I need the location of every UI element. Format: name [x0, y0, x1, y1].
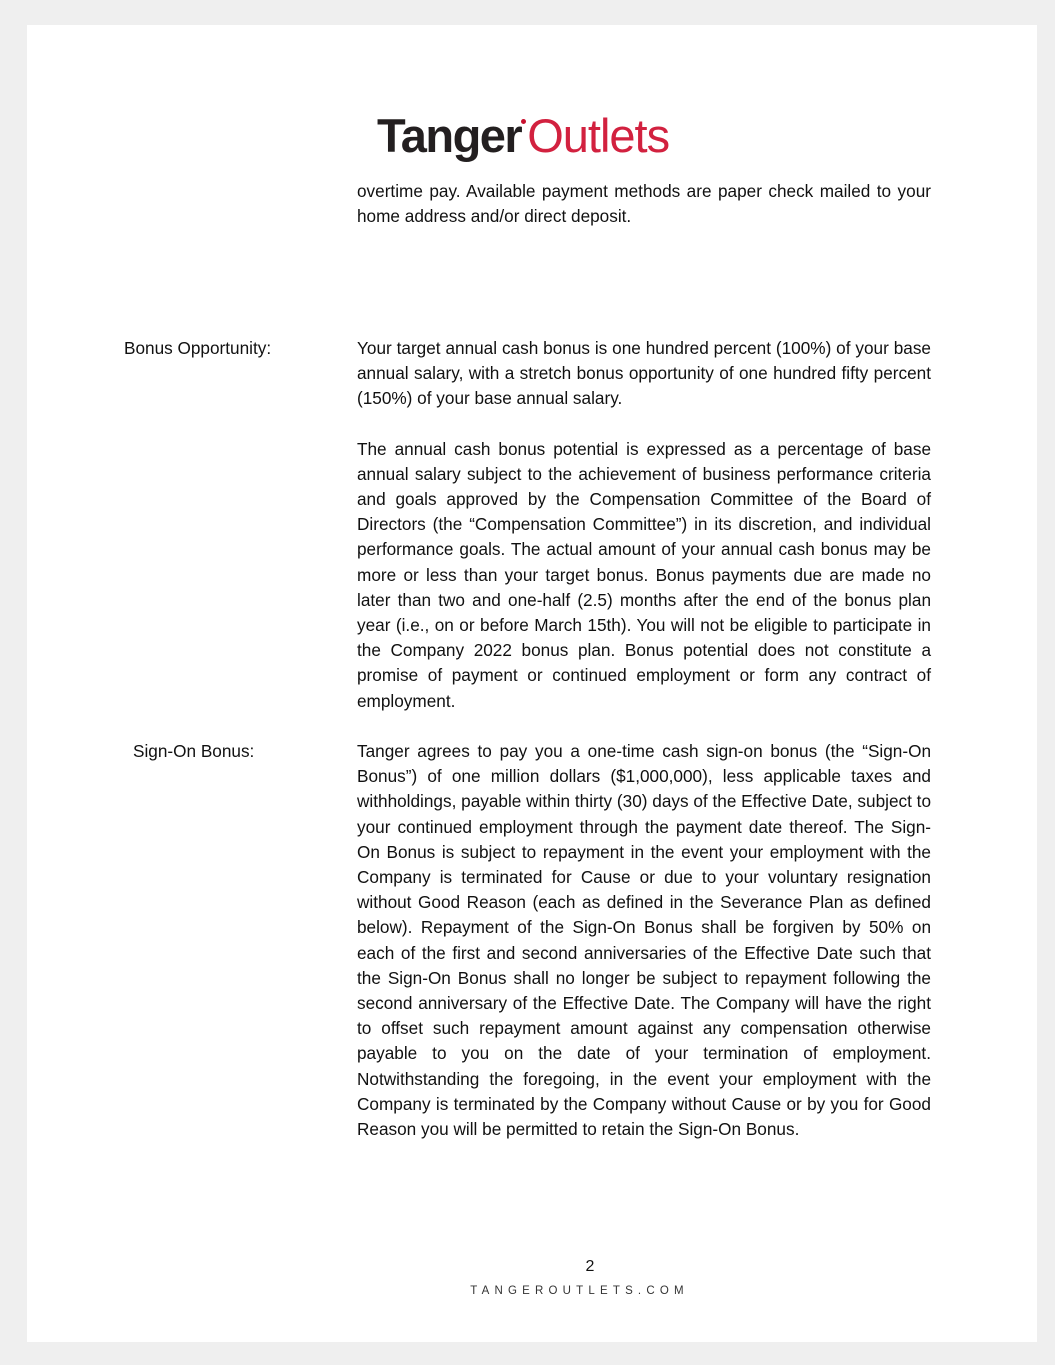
section-label-bonus-opportunity: Bonus Opportunity: — [124, 338, 272, 358]
tanger-outlets-logo — [377, 108, 669, 164]
bonus-target-paragraph: Your target annual cash bonus is one hundred percent (100%) of your base annual salary, with a stretch bonus opportunity of one hundred fifty percent (150%) of your base annual salary. — [357, 338, 931, 409]
bonus-potential-paragraph: The annual cash bonus potential is expressed as a percentage of base annual salary subject to the achievement of business performance criteria and goals approved by the Compensation Committee of the Board of Directors (the “Compensation Committee”) in its discretion, and individual performance goals. The actual amount of your annual cash bonus may be more or less than your target bonus. Bonus payments due are made no later than two and one-half (2.5) months after the end of the bonus plan year (i.e., on or before March 15th). You will not be eligible to participate in the Company 2022 bonus plan. Bonus potential does not constitute a promise of payment or continued employment or form any contract of employment. — [357, 438, 931, 711]
logo-primary-text: Tanger — [377, 109, 522, 162]
footer-website: TANGEROUTLETS.COM — [470, 1285, 689, 1297]
section-body-bonus-opportunity — [357, 336, 931, 714]
document-page — [27, 25, 1037, 1342]
continuation-paragraph — [357, 179, 931, 229]
sign-on-bonus-paragraph: Tanger agrees to pay you a one-time cash sign-on bonus (the “Sign-On Bonus”) of one million dollars ($1,000,000), less applicable taxes and withholdings, payable within thirty (30) days of the Effective Date, subject to your continued employment through the payment date thereof. The Sign-On Bonus is subject to repayment in the event your employment with the Company is terminated for Cause or due to your voluntary resignation without Good Reason (each as defined in the Severance Plan as defined below). Repayment of the Sign-On Bonus shall be forgiven by 50% on each of the first and second anniversaries of the Effective Date such that the Sign-On Bonus shall no longer be subject to repayment following the second anniversary of the Effective Date. The Company will have the right to offset such repayment amount against any compensation otherwise payable to you on the date of your termination of employment. Notwithstanding the foregoing, in the event your employment with the Company is terminated by the Company without Cause or by you for Good Reason you will be permitted to retain the Sign-On Bonus. — [357, 741, 931, 1140]
section-body-sign-on-bonus — [357, 739, 931, 1142]
section-label-sign-on-bonus: Sign-On Bonus: — [133, 741, 255, 761]
page-number: 2 — [585, 1258, 595, 1275]
logo-secondary-text: Outlets — [527, 109, 670, 162]
logo-registered-dot-icon — [521, 119, 526, 124]
continuation-text: overtime pay. Available payment methods are paper check mailed to your home address and/or direct deposit. — [357, 181, 931, 227]
